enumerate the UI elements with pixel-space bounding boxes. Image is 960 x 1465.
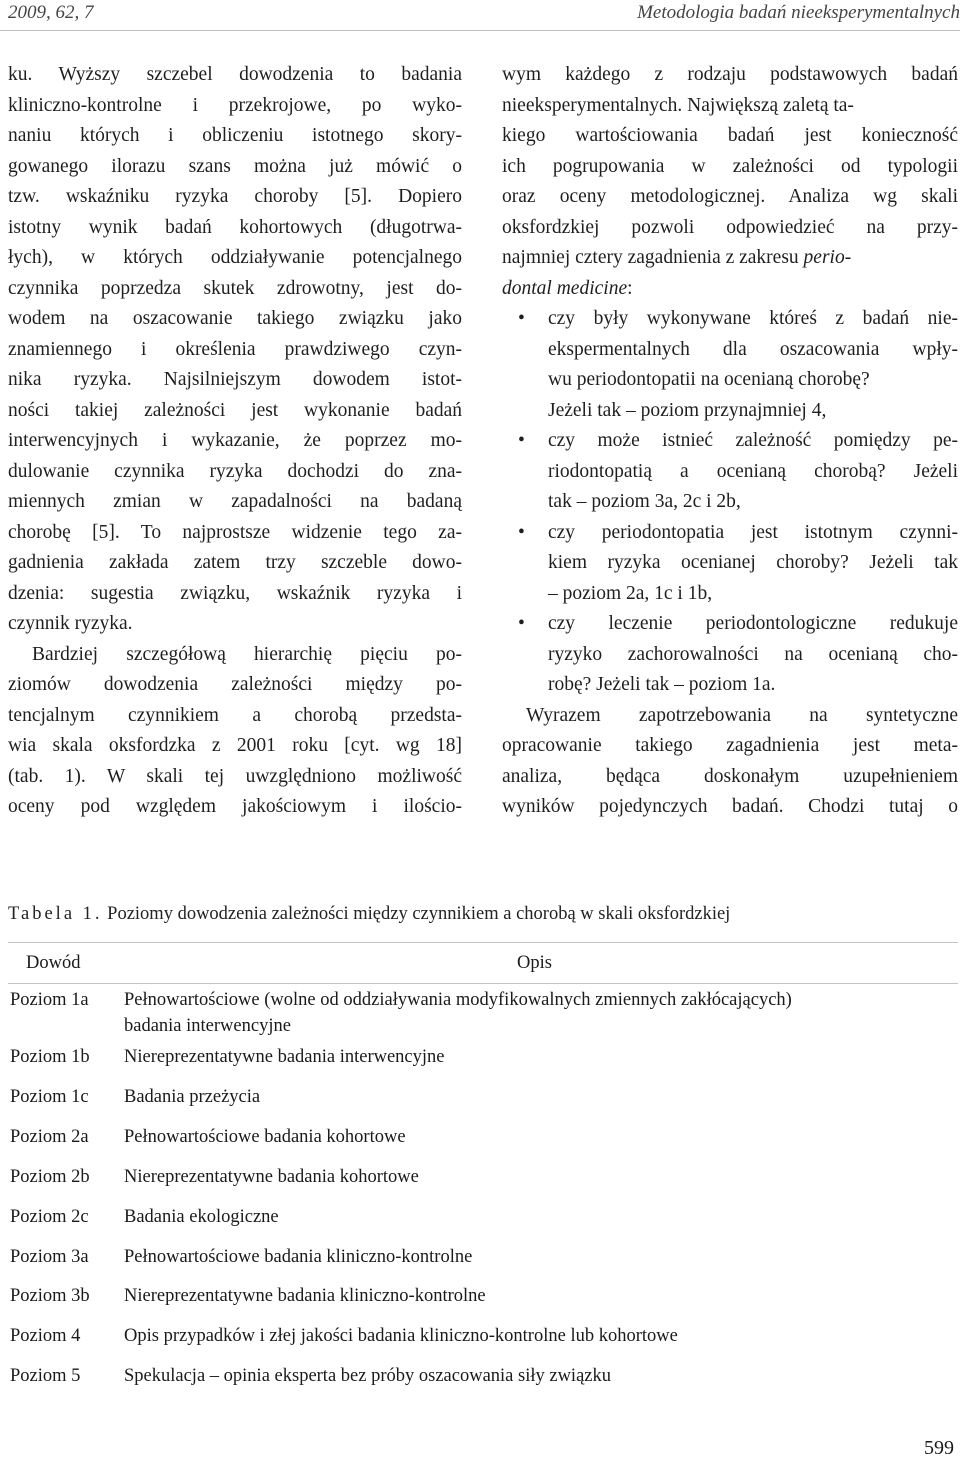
text-line: oksfordzkiej pozwoli odpowiedzieć na przy- [502,216,958,238]
right-text-column [502,60,958,823]
text-line: dulowanie czynnika ryzyka dochodzi do zna- [8,460,462,482]
text-line: wyników pojedynczych badań. Chodzi tutaj o [502,796,958,817]
text-line: wodem na oszacowanie takiego związku jako [8,308,462,329]
text-line: znamiennego i określenia prawdziwego czyn- [8,338,462,360]
text-line: kiem ryzyka ocenianej choroby? Jeżeli tak [548,552,958,573]
evidence-level: Poziom 1c [10,1087,89,1107]
evidence-level: Poziom 2a [10,1127,89,1147]
bullet-text: czy periodontopatia jest istotnym czynni- [548,521,958,543]
text-line: oraz oceny metodologicznej. Analiza wg skali [502,186,958,207]
text-line: opracowanie takiego zagadnienia jest meta- [502,735,958,756]
text-line: – poziom 2a, 1c i 1b, [548,582,713,604]
bullet-dot: • [518,430,525,451]
evidence-level: Poziom 1a [10,990,89,1010]
text-line: wym każdego z rodzaju podstawowych badań [502,64,958,85]
text-line: ziomów dowodzenia zależności między po- [8,674,462,695]
text-line: ryzyko zachorowalności na ocenianą cho- [548,643,958,665]
text-line: tencjalnym czynnikiem a chorobą przedsta- [8,704,462,726]
bullet-item [502,304,958,335]
text-line: (tab. 1). W skali tej uwzględniono możliwość [8,765,462,787]
left-text-column [8,60,462,823]
text-line: Jeżeli tak – poziom przynajmniej 4, [548,399,827,421]
evidence-level: Poziom 2b [10,1167,90,1187]
table-header-evidence: Dowód [26,953,81,973]
level-description: Niereprezentatywne badania interwencyjne [124,1047,445,1067]
text-line: miennych zmian w zapadalności na badaną [8,491,462,512]
table-caption [8,904,730,925]
running-header [8,0,960,30]
text-line: Bardziej szczegółową hierarchię pięciu po- [32,643,462,665]
bullet-dot: • [518,308,525,329]
description-line: badania interwencyjne [124,1016,291,1036]
text-line: interwencyjnych i wykazanie, że poprzez mo- [8,430,462,451]
text-line: nika ryzyka. Najsilniejszym dowodem istot- [8,369,462,390]
bullet-text: czy leczenie periodontologiczne redukuje [548,613,958,634]
text-line: gadnienia zakłada zatem trzy szczeble dowo- [8,552,462,573]
level-description: Spekulacja – opinia eksperta bez próby oszacowania siły związku [124,1366,611,1386]
italic-term: perio- [803,247,852,268]
text-line: wia skala oksfordzka z 2001 roku [cyt. wg 18] [8,735,462,756]
text-line: robę? Jeżeli tak – poziom 1a. [548,674,776,695]
text-fragment: : [627,277,633,299]
text-fragment: najmniej cztery zagadnienia z zakresu [502,247,804,268]
evidence-level: Poziom 3b [10,1286,90,1306]
bullet-dot: • [518,521,525,543]
level-description: Pełnowartościowe badania kliniczno-kontrolne [124,1247,473,1267]
text-line: ich pogrupowania w zależności od typologii [502,155,958,177]
bullet-dot: • [518,613,525,634]
level-description: Badania przeżycia [124,1087,261,1107]
text-line: Wyrazem zapotrzebowania na syntetyczne [526,704,958,726]
level-description [124,987,954,1039]
text-line [502,243,958,274]
text-line: wu periodontopatii na ocenianą chorobę? [548,369,870,390]
text-line: łych), w których oddziaływanie potencjalnego [8,247,462,268]
bullet-text: czy może istnieć zależność pomiędzy pe- [548,430,958,451]
text-line: tak – poziom 3a, 2c i 2b, [548,491,741,512]
text-line: chorobę [5]. To najprostsze widzenie tego za- [8,521,462,543]
level-description: Opis przypadków i złej jakości badania kliniczno-kontrolne lub kohortowe [124,1326,678,1346]
text-line: dzenia: sugestia związku, wskaźnik ryzyka i [8,582,462,604]
bullet-item [502,609,958,640]
evidence-level: Poziom 2c [10,1207,89,1227]
bullet-text: czy były wykonywane któreś z badań nie- [548,308,958,329]
article-running-title: Metodologia badań nieeksperymentalnych [637,2,960,23]
bullet-item [502,518,958,549]
text-line: kliniczno-kontrolne i przekrojowe, po wyko- [8,94,462,116]
text-line: nieeksperymentalnych. Największą zaletą ta- [502,94,854,116]
table-header-description: Opis [517,953,552,973]
journal-citation: 2009, 62, 7 [8,2,94,23]
text-line: ku. Wyższy szczebel dowodzenia to badania [8,64,462,85]
level-description: Niereprezentatywne badania kliniczno-kontrolne [124,1286,486,1306]
text-line: tzw. wskaźniku ryzyka choroby [5]. Dopiero [8,186,462,207]
table-header-rule [8,983,958,984]
text-line: istotny wynik badań kohortowych (długotrwa- [8,216,462,238]
table-top-rule [8,942,958,943]
page-number: 599 [924,1437,954,1459]
text-line: ekspermentalnych dla oszacowania wpły- [548,338,958,360]
text-line: oceny pod względem jakościowym i ilościo- [8,796,462,817]
table-label: Tabela 1. [8,904,103,924]
text-line: ności takiej zależności jest wykonanie badań [8,399,462,421]
text-line: naniu których i obliczeniu istotnego skory- [8,125,462,146]
level-description: Pełnowartościowe badania kohortowe [124,1127,406,1147]
evidence-level: Poziom 4 [10,1326,81,1346]
text-line: gowanego ilorazu szans można już mówić o [8,155,462,177]
evidence-level: Poziom 5 [10,1366,81,1386]
italic-term: dontal medicine [502,277,628,299]
header-rule [0,30,960,31]
evidence-level: Poziom 3a [10,1247,89,1267]
text-line [502,274,958,305]
level-description: Badania ekologiczne [124,1207,279,1227]
description-line: Pełnowartościowe (wolne od oddziaływania modyfikowalnych zmiennych zakłócających) [124,990,792,1010]
text-line: riodontopatią a ocenianą chorobą? Jeżeli [548,460,958,482]
evidence-level: Poziom 1b [10,1047,90,1067]
text-line: czynnik ryzyka. [8,613,133,634]
text-line: kiego wartościowania badań jest konieczność [502,125,958,146]
bullet-item [502,426,958,457]
text-line: czynnika poprzedza skutek zdrowotny, jest do- [8,277,462,299]
table-caption-text: Poziomy dowodzenia zależności między czynnikiem a chorobą w skali oksfordzkiej [102,904,731,924]
text-line: analiza, będąca doskonałym uzupełnieniem [502,765,958,787]
level-description: Niereprezentatywne badania kohortowe [124,1167,419,1187]
